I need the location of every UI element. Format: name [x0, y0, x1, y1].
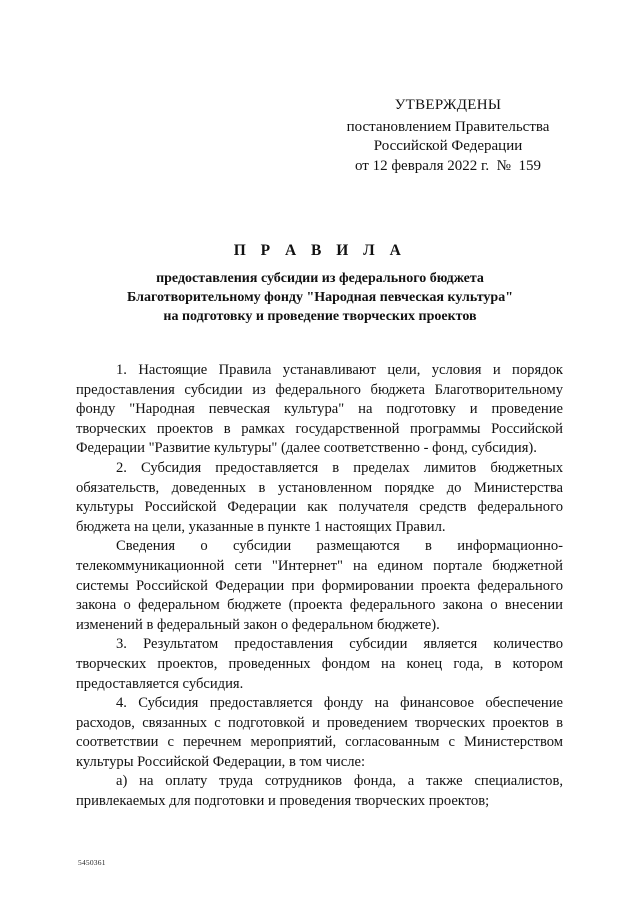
paragraph-4: 4. Субсидия предоставляется фонду на финансовое обеспечение расходов, связанных с подготовкой и проведением творческих проектов в соответствии с перечнем мероприятий, согласованным с Министерством культуры Российской Федерации, в том числе: — [76, 695, 563, 770]
paragraph-3: 3. Результатом предоставления субсидии является количество творческих проектов, проведенных фондом на конец года, в котором предоставляется субсидия. — [76, 636, 563, 692]
document-subtitle-line: на подготовку и проведение творческих проектов — [163, 309, 477, 324]
approval-line-country: Российской Федерации — [373, 138, 523, 154]
document-body — [76, 361, 563, 812]
approval-date-number: от 12 февраля 2022 г. № 159 — [354, 157, 541, 174]
paragraph-1: 1. Настоящие Правила устанавливают цели, условия и порядок предоставления субсидии из федерального бюджета Благотворительному фонду "Народная певческая культура" на подготовку и проведение творческих проектов в рамках государственной программы Российской Федерации "Развитие культуры" (далее соответственно - фонд, субсидия). — [76, 362, 563, 457]
document-title-block — [70, 242, 570, 326]
approval-stamp — [338, 96, 558, 176]
approval-line-decree: постановлением Правительства — [346, 118, 550, 135]
approval-heading: УТВЕРЖДЕНЫ — [394, 97, 502, 113]
paragraph-2: 2. Субсидия предоставляется в пределах лимитов бюджетных обязательств, доведенных в установленном порядке до Министерства культуры Российской Федерации как получателя средств федерального бюджета на цели, указанные в пункте 1 настоящих Правил. — [76, 459, 563, 535]
paragraph-4a: а) на оплату труда сотрудников фонда, а также специалистов, привлекаемых для подготовки и проведения творческих проектов; — [76, 773, 563, 810]
paragraph-2-info: Сведения о субсидии размещаются в информационно-телекоммуникационной сети "Интернет" на едином портале бюджетной системы Российской Федерации при формировании проекта федерального закона о федеральном бюджете (проекта федерального закона о внесении изменений в федеральный закон о федеральном бюджете). — [76, 538, 563, 633]
document-code: 5450361 — [78, 858, 106, 867]
document-subtitle-line: предоставления субсидии из федерального бюджета — [156, 271, 484, 286]
document-title: П Р А В И Л А — [233, 242, 407, 259]
document-subtitle-line: Благотворительному фонду "Народная певческая культура" — [127, 290, 513, 305]
